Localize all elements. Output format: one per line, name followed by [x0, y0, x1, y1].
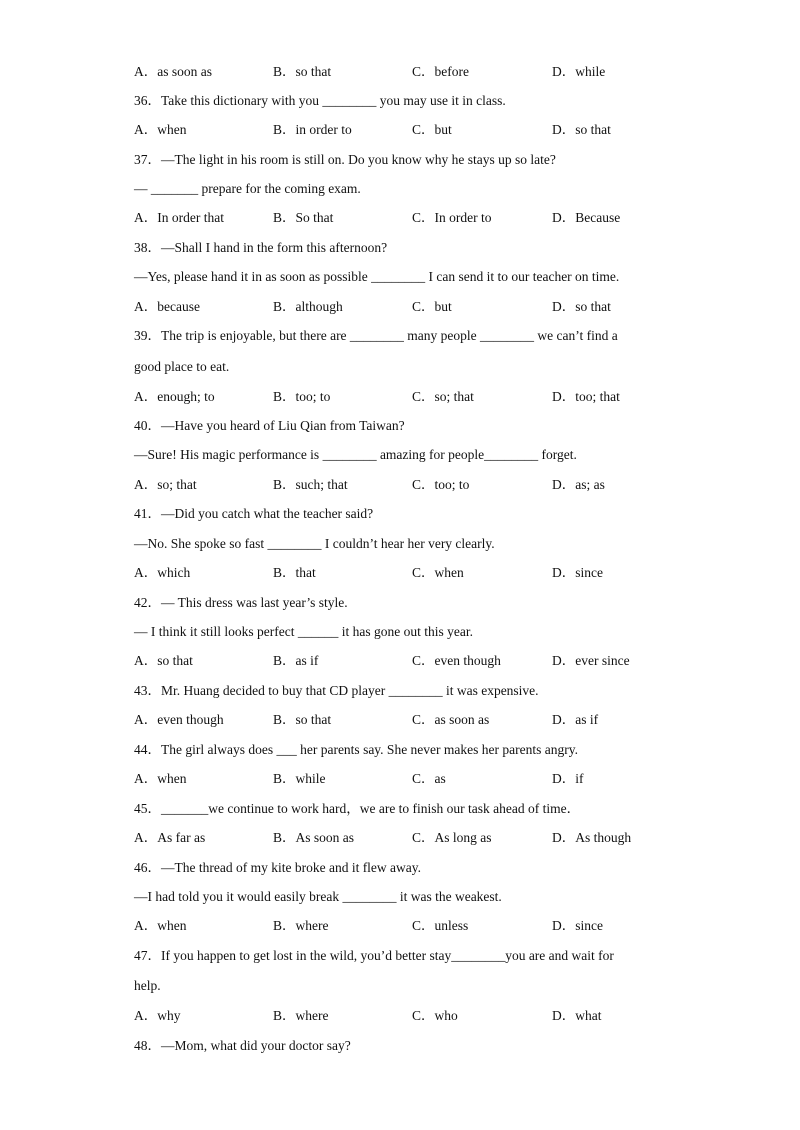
- answer-option-c: C．unless: [412, 918, 469, 933]
- answer-option-c: C．so; that: [412, 389, 474, 404]
- answer-option-d: D．what: [552, 1008, 602, 1023]
- answer-options-row: [134, 1007, 654, 1025]
- answer-option-d: D．as; as: [552, 477, 605, 492]
- question-stem: 38．—Shall I hand in the form this afternoon?: [134, 240, 388, 255]
- answer-option-b: B．too; to: [273, 389, 331, 404]
- answer-option-c: C．who: [412, 1008, 458, 1023]
- question-text-line: —No. She spoke so fast ________ I couldn’t hear her very clearly.: [134, 536, 495, 551]
- answer-option-d: D．Because: [552, 210, 621, 225]
- answer-option-b: B．such; that: [273, 477, 348, 492]
- question-stem: 37．—The light in his room is still on. Do you know why he stays up so late?: [134, 152, 556, 167]
- question-stem: 47．If you happen to get lost in the wild, you’d better stay________you are and wait for: [134, 948, 614, 963]
- answer-option-d: D．ever since: [552, 653, 630, 668]
- answer-option-c: C．as: [412, 771, 446, 786]
- answer-options-row: [134, 298, 654, 316]
- answer-options-row: [134, 652, 654, 670]
- answer-options-row: [134, 63, 654, 81]
- answer-option-a: A．enough; to: [134, 389, 215, 404]
- question-stem: 44．The girl always does ___ her parents say. She never makes her parents angry.: [134, 742, 578, 757]
- answer-option-d: D．if: [552, 771, 584, 786]
- answer-option-b: B．so that: [273, 64, 332, 79]
- answer-option-c: C．In order to: [412, 210, 492, 225]
- question-stem: 42．— This dress was last year’s style.: [134, 595, 348, 610]
- answer-option-b: B．that: [273, 565, 316, 580]
- question-text-line: good place to eat.: [134, 359, 230, 374]
- answer-options-row: [134, 476, 654, 494]
- question-text-line: —Sure! His magic performance is ________ amazing for people________ forget.: [134, 447, 577, 462]
- answer-option-a: A．which: [134, 565, 191, 580]
- question-stem: 39．The trip is enjoyable, but there are ________ many people ________ we can’t find a: [134, 328, 618, 343]
- answer-option-b: B．although: [273, 299, 343, 314]
- answer-option-a: A．when: [134, 122, 187, 137]
- answer-option-a: A．In order that: [134, 210, 224, 225]
- answer-option-d: D．since: [552, 918, 603, 933]
- question-text-line: — I think it still looks perfect ______ it has gone out this year.: [134, 624, 473, 639]
- answer-option-b: B．So that: [273, 210, 334, 225]
- question-stem: 43．Mr. Huang decided to buy that CD player ________ it was expensive.: [134, 683, 539, 698]
- answer-options-row: [134, 917, 654, 935]
- answer-option-a: A．so that: [134, 653, 193, 668]
- answer-option-c: C．as soon as: [412, 712, 490, 727]
- answer-option-b: B．where: [273, 1008, 329, 1023]
- question-stem: 41．—Did you catch what the teacher said?: [134, 506, 374, 521]
- answer-option-a: A．even though: [134, 712, 224, 727]
- question-text-line: —Yes, please hand it in as soon as possible ________ I can send it to our teacher on time.: [134, 269, 620, 284]
- answer-option-c: C．As long as: [412, 830, 492, 845]
- answer-option-c: C．even though: [412, 653, 501, 668]
- answer-option-d: D．As though: [552, 830, 632, 845]
- answer-option-c: C．too; to: [412, 477, 470, 492]
- answer-option-d: D．since: [552, 565, 603, 580]
- answer-option-a: A．when: [134, 918, 187, 933]
- question-stem: 36．Take this dictionary with you ________ you may use it in class.: [134, 93, 506, 108]
- question-stem: 45．_______we continue to work hard，we are to finish our task ahead of time．: [134, 801, 581, 816]
- answer-option-d: D．while: [552, 64, 606, 79]
- answer-option-c: C．but: [412, 299, 452, 314]
- answer-options-row: [134, 564, 654, 582]
- answer-option-a: A．as soon as: [134, 64, 212, 79]
- answer-option-a: A．when: [134, 771, 187, 786]
- answer-option-a: A．why: [134, 1008, 181, 1023]
- answer-option-b: B．as if: [273, 653, 319, 668]
- question-stem: 46．—The thread of my kite broke and it flew away.: [134, 860, 422, 875]
- answer-option-d: D．as if: [552, 712, 599, 727]
- answer-option-a: A．As far as: [134, 830, 206, 845]
- question-stem: 48．—Mom, what did your doctor say?: [134, 1038, 351, 1053]
- answer-option-c: C．when: [412, 565, 464, 580]
- answer-option-d: D．too; that: [552, 389, 620, 404]
- answer-options-row: [134, 209, 654, 227]
- answer-options-row: [134, 121, 654, 139]
- answer-options-row: [134, 711, 654, 729]
- answer-options-row: [134, 388, 654, 406]
- answer-option-a: A．so; that: [134, 477, 197, 492]
- answer-option-b: B．while: [273, 771, 326, 786]
- answer-option-c: C．but: [412, 122, 452, 137]
- answer-option-b: B．in order to: [273, 122, 352, 137]
- answer-options-row: [134, 770, 654, 788]
- question-text-line: help.: [134, 978, 161, 993]
- question-text-line: —I had told you it would easily break ________ it was the weakest.: [134, 889, 502, 904]
- question-stem: 40．—Have you heard of Liu Qian from Taiwan?: [134, 418, 405, 433]
- answer-option-b: B．As soon as: [273, 830, 355, 845]
- answer-options-row: [134, 829, 654, 847]
- answer-option-c: C．before: [412, 64, 469, 79]
- answer-option-a: A．because: [134, 299, 200, 314]
- answer-option-b: B．so that: [273, 712, 332, 727]
- question-text-line: — _______ prepare for the coming exam.: [134, 181, 361, 196]
- answer-option-d: D．so that: [552, 299, 611, 314]
- answer-option-d: D．so that: [552, 122, 611, 137]
- answer-option-b: B．where: [273, 918, 329, 933]
